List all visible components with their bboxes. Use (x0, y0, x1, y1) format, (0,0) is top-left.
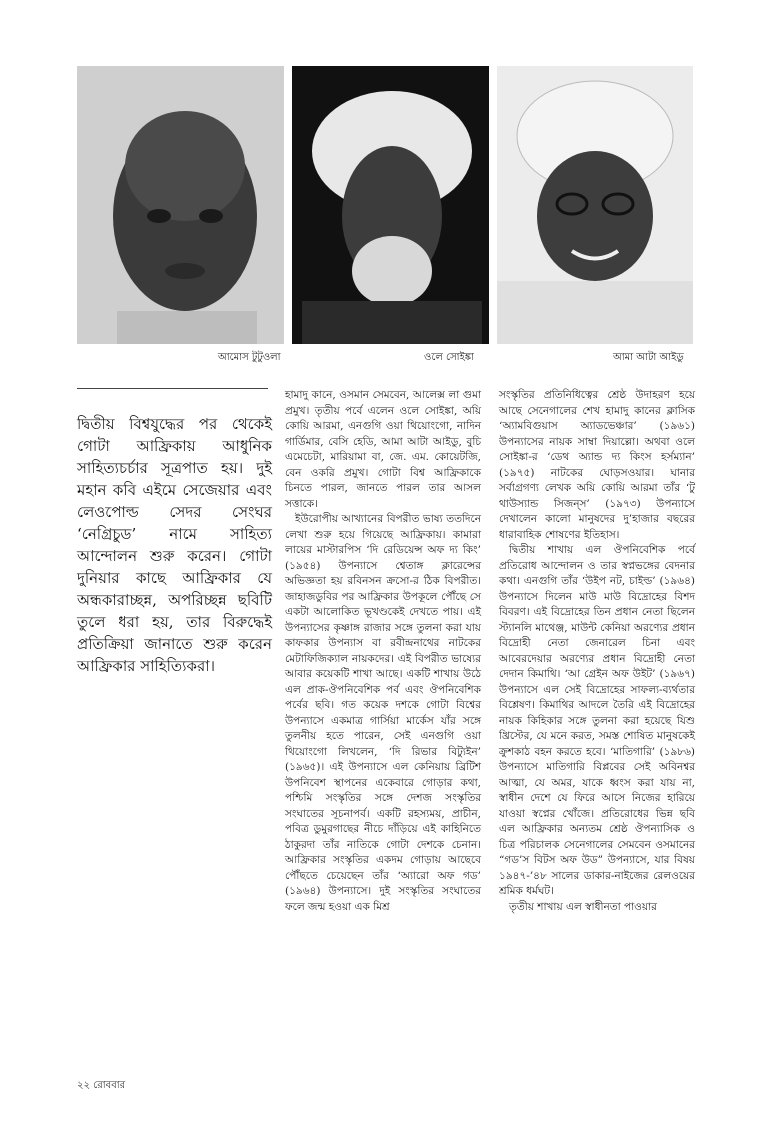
pull-quote-rule (77, 388, 268, 389)
paragraph: দ্বিতীয় শাখায় এল ঔপনিবেশিক পর্বে প্রতিরোধ আন্দোলন ও তার স্বপ্নভঙ্গের বেদনার কথা। এনগুগি তাঁর ‘উইপ নট, চাইল্ড’ (১৯৬৪) উপন্যাসে দিলেন মাউ মাউ বিদ্রোহের বিশদ বিবরণ। এই বিদ্রোহের তিন প্রধান নেতা ছিলেন স্ট্যানলি মাথেঞ্জ, মাউন্ট কেনিয়া অরণ্যের প্রধান বিদ্রোহী নেতা জেনারেল চিনা এবং আবেরদেয়ার অরণ্যের প্রধান বিদ্রোহী নেতা দেদান কিমাথি। ‘আ গ্রেইন অফ উইট’ (১৯৬৭) উপন্যাসে এল সেই বিদ্রোহের সাফল্য-ব্যর্থতার বিশ্লেষণ। কিমাথির আদলে তৈরি এই বিদ্রোহের নায়ক কিহিকার সঙ্গে তুলনা করা হয়েছে যিশু খ্রিস্টের, যে মনে করত, সমস্ত শোষিত মানুষকেই ক্রুশকাঠ বহন করতে হবে। ‘মাতিগারি’ (১৯৮৬) উপন্যাসে মাতিগারি বিপ্লবের সেই অবিনশ্বর আত্মা, যে অমর, যাকে ধ্বংস করা যায় না, স্বাধীন দেশে যে ফিরে আসে নিজের হারিয়ে যাওয়া স্বপ্নের খোঁজে। প্রতিরোধের ভিন্ন ছবি এল আফ্রিকার অন্যতম শ্রেষ্ঠ ঔপন্যাসিক ও চিত্র পরিচালক সেনেগালের সেমবেন ওসমানের “গড’স বিটস অফ উড” উপন্যাসে, যার বিষয় ১৯৪৭-’৪৮ সালের ডাকার-নাইজের রেলওয়ের শ্রমিক ধর্মঘট। (499, 544, 695, 897)
portrait-photo-wole-soyinka (292, 66, 489, 344)
article-column-3 (499, 388, 695, 915)
caption-photo-1: আমোস টুটুওলা (218, 352, 281, 363)
caption-photo-2: ওলে সোইঙ্কা (424, 352, 474, 363)
paragraph: হামাদু কানে, ওসমান সেমবেন, আলেক্স লা গুমা প্রমুখ। তৃতীয় পর্বে এলেন ওলে সোইঙ্কা, অয়ি কোয়ি আরমা, এনগুগি ওয়া থিয়োংগো, নাদিন গার্ডিমার, বেসি হেডি, আমা আটা আইডু, বুচি এমেচেটা, মারিয়ামা বা, জে. এম. কোয়েটজি, বেন ওকরি প্রমুখ। গোটা বিশ্ব আফ্রিকাকে চিনতে পারল, জানতে পারল তার আসল সত্তাকে। (285, 389, 481, 510)
page-footer: ২২ রোববার (77, 1080, 126, 1091)
portrait-photo-ama-ata-aidoo (497, 66, 693, 344)
caption-photo-3: আমা আটা আইডু (613, 352, 684, 363)
paragraph: ইউরোপীয় আখ্যানের বিপরীত ভাষ্য ততদিনে লেখা শুরু হয়ে গিয়েছে আফ্রিকায়। কামারা লায়ের মাস্টারপিস ‘দি রেডিয়েন্স অফ দ্য কিং’ (১৯৫৪) উপন্যাসে শ্বেতাঙ্গ ক্লারেন্সের অভিজ্ঞতা হয় রবিনসন ক্রসো-র ঠিক বিপরীত। জাহাজডুবির পর আফ্রিকার উপকূলে পৌঁছে সে একটা আলোকিত ভূখণ্ডকেই দেখতে পায়। এই উপন্যাসের কৃষ্ণাঙ্গ রাজার সঙ্গে তুলনা করা যায় কাফকার উপন্যাস বা রবীন্দ্রনাথের নাটকের মেটাফিজিক্যাল নায়কদের। এই বিপরীত ভাষ্যের আবার কয়েকটি শাখা আছে। একটি শাখায় উঠে এল প্রাক-ঔপনিবেশিক পর্ব এবং ঔপনিবেশিক পর্বের ছবি। গত কয়েক দশকে গোটা বিশ্বের উপন্যাসে একমাত্র গার্সিয়া মার্কেস যাঁর সঙ্গে তুলনীয় হতে পারেন, সেই এনগুগি ওয়া থিয়োংগো লিখলেন, ‘দি রিভার বিট্যুইন’ (১৯৬৫)। এই উপন্যাসে এল কেনিয়ায় ব্রিটিশ উপনিবেশ স্থাপনের একেবারে গোড়ার কথা, পশ্চিমি সংস্কৃতির সঙ্গে দেশজ সংস্কৃতির সংঘাতের সূচনাপর্ব। একটি রহস্যময়, প্রাচীন, পবিত্র ডুমুরগাছের নীচে দাঁড়িয়ে এই কাহিনিতে ঠাকুরদা তাঁর নাতিকে গোটা দেশকে চেনান। আফ্রিকার সংস্কৃতির একদম গোড়ায় আছেবে পৌঁছতে চেয়েছেন তাঁর ‘অ্যারো অফ গড’ (১৯৬৪) উপন্যাসে। দুই সংস্কৃতির সংঘাতের ফলে জন্ম হওয়া এক মিশ্র (285, 513, 481, 913)
paragraph: তৃতীয় শাখায় এল স্বাধীনতা পাওয়ার (509, 900, 657, 913)
article-column-2 (285, 388, 481, 915)
portrait-photo-amos-tutuola (77, 66, 284, 344)
paragraph: সংস্কৃতির প্রতিনিধিত্বের শ্রেষ্ঠ উদাহরণ হয়ে আছে সেনেগালের শেখ হামাদু কানের ক্লাসিক ‘অ্যামবিগুয়াস অ্যাডভেঞ্চার’ (১৯৬১) উপন্যাসের নায়ক সাম্বা দিয়াল্লো। অথবা ওলে সোইঙ্কা-র ‘ডেথ অ্যান্ড দ্য কিংস হর্সম্যান’ (১৯৭৫) নাটকের ঘোড়সওয়ার। ঘানার সর্বাগ্রগণ্য লেখক অয়ি কোয়ি আরমা তাঁর ‘টু থাউস্যান্ড সিজন্‌স’ (১৯৭৩) উপন্যাসে দেখালেন কালো মানুষদের দু’হাজার বছরের ধারাবাহিক শোষণের ইতিহাস। (499, 389, 695, 541)
pull-quote: দ্বিতীয় বিশ্বযুদ্ধের পর থেকেই গোটা আফ্রিকায় আধুনিক সাহিত্যচর্চার সূত্রপাত হয়। দুই মহান কবি এইমে সেজেয়ার এবং লেওপোল্ড সেদর সেংঘর ‘নেগ্রিচুড’ নামে সাহিত্য আন্দোলন শুরু করেন। গোটা দুনিয়ার কাছে আফ্রিকার যে অন্ধকারাচ্ছন্ন, অপরিচ্ছন্ন ছবিটি তুলে ধরা হয়, তার বিরুদ্ধেই প্রতিক্রিয়া জানাতে শুরু করেন আফ্রিকার সাহিত্যিকরা। (77, 415, 272, 675)
